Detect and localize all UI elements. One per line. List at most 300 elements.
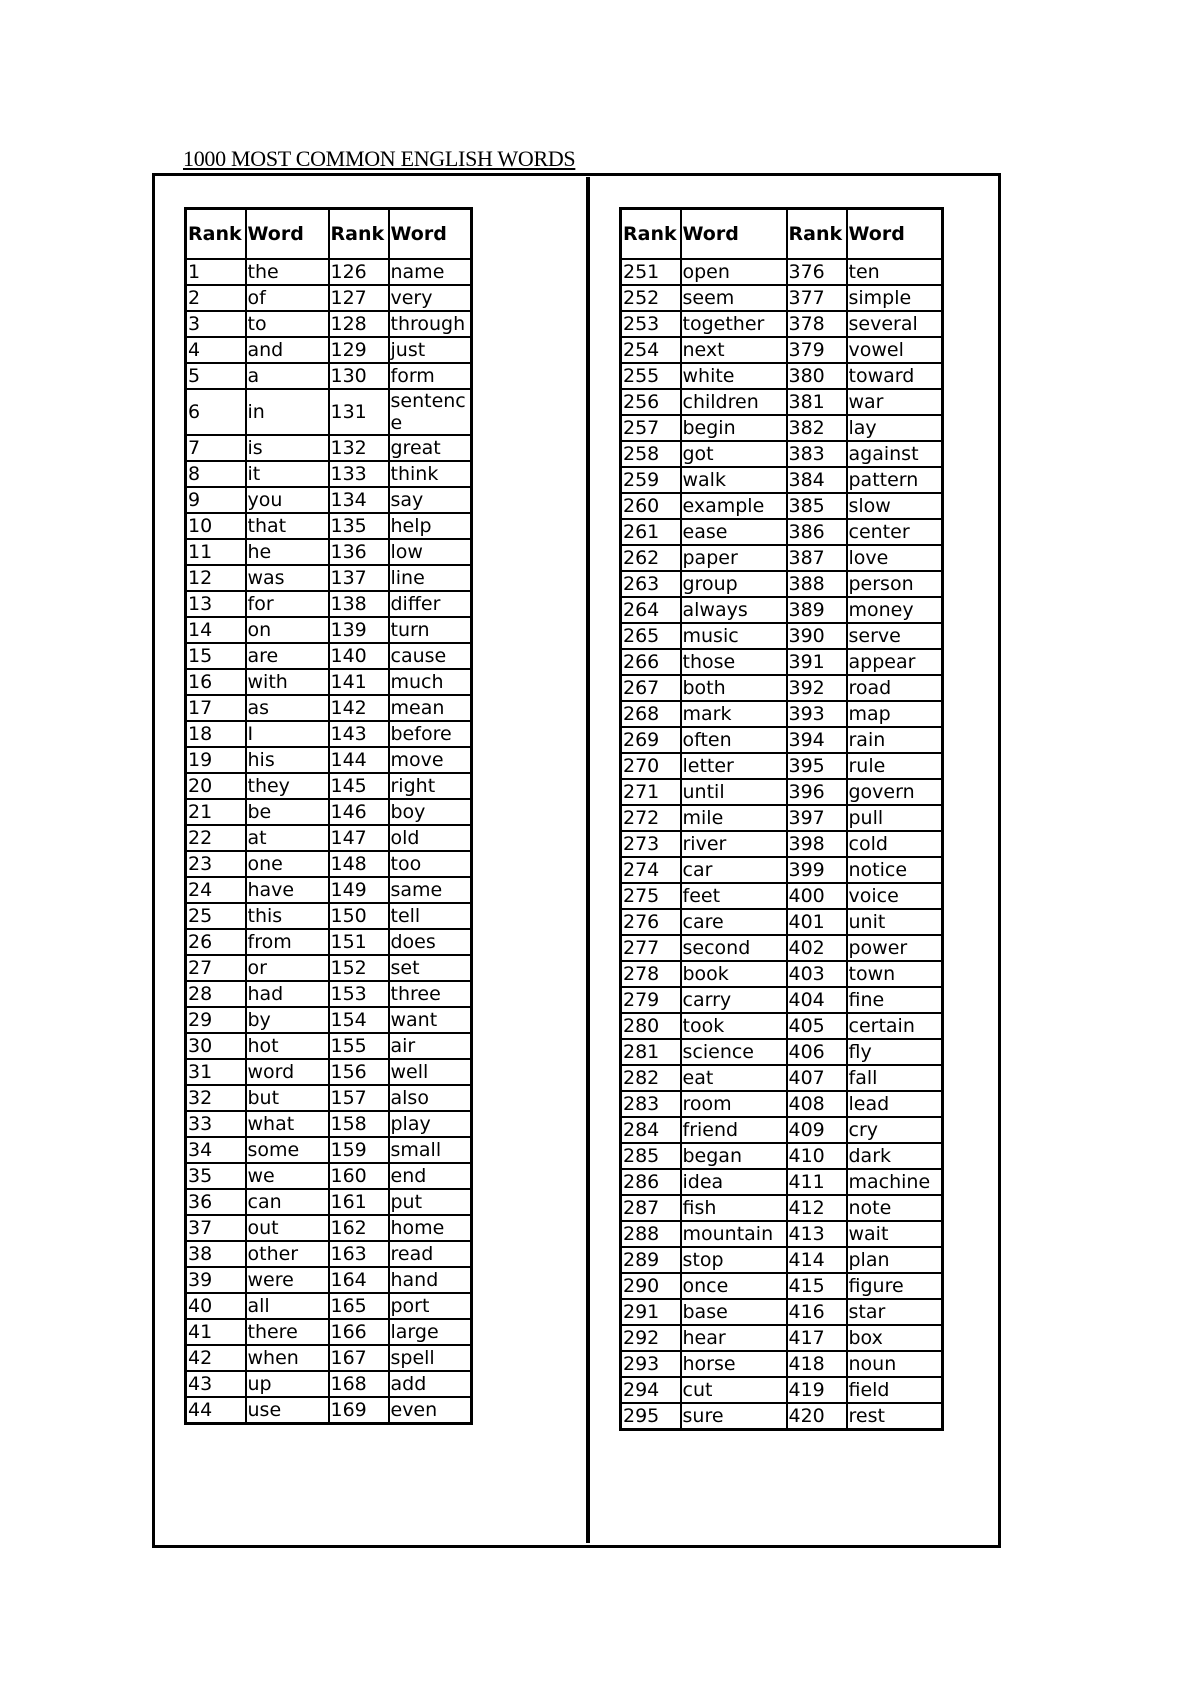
- table-row: [621, 1273, 943, 1299]
- word-cell: map: [847, 701, 943, 727]
- table-row: [186, 825, 472, 851]
- rank-cell: 164: [329, 1267, 389, 1293]
- table-row: [186, 929, 472, 955]
- rank-cell: 404: [787, 987, 847, 1013]
- rank-cell: 292: [621, 1325, 681, 1351]
- rank-cell: 159: [329, 1137, 389, 1163]
- word-cell: add: [389, 1371, 472, 1397]
- word-cell: next: [681, 337, 787, 363]
- table-row: [621, 337, 943, 363]
- table-row: [621, 441, 943, 467]
- word-cell: science: [681, 1039, 787, 1065]
- table-row: [186, 1215, 472, 1241]
- rank-cell: 41: [186, 1319, 246, 1345]
- word-cell: seem: [681, 285, 787, 311]
- word-cell: wait: [847, 1221, 943, 1247]
- word-cell: old: [389, 825, 472, 851]
- word-cell: toward: [847, 363, 943, 389]
- word-cell: idea: [681, 1169, 787, 1195]
- word-cell: put: [389, 1189, 472, 1215]
- word-cell: star: [847, 1299, 943, 1325]
- word-cell: small: [389, 1137, 472, 1163]
- rank-cell: 395: [787, 753, 847, 779]
- table-row: [186, 285, 472, 311]
- table-row: [621, 1299, 943, 1325]
- rank-cell: 43: [186, 1371, 246, 1397]
- table-row: [186, 1033, 472, 1059]
- table-row: [186, 695, 472, 721]
- word-cell: also: [389, 1085, 472, 1111]
- word-cell: care: [681, 909, 787, 935]
- rank-cell: 131: [329, 389, 389, 435]
- word-cell: out: [246, 1215, 329, 1241]
- table-row: [621, 1169, 943, 1195]
- rank-header: Rank: [329, 209, 389, 260]
- rank-cell: 147: [329, 825, 389, 851]
- table-row: [621, 701, 943, 727]
- table-row: [621, 623, 943, 649]
- table-row: [621, 909, 943, 935]
- table-row: [621, 467, 943, 493]
- header-row: [621, 209, 943, 260]
- rank-cell: 410: [787, 1143, 847, 1169]
- rank-cell: 2: [186, 285, 246, 311]
- rank-cell: 413: [787, 1221, 847, 1247]
- word-cell: up: [246, 1371, 329, 1397]
- rank-cell: 414: [787, 1247, 847, 1273]
- word-cell: air: [389, 1033, 472, 1059]
- word-table-left: [184, 207, 473, 1425]
- rank-cell: 291: [621, 1299, 681, 1325]
- table-row: [186, 1137, 472, 1163]
- word-cell: example: [681, 493, 787, 519]
- rank-cell: 271: [621, 779, 681, 805]
- rank-cell: 384: [787, 467, 847, 493]
- table-row: [621, 285, 943, 311]
- rank-cell: 415: [787, 1273, 847, 1299]
- word-cell: began: [681, 1143, 787, 1169]
- word-cell: from: [246, 929, 329, 955]
- word-cell: very: [389, 285, 472, 311]
- word-header: Word: [389, 209, 472, 260]
- word-cell: on: [246, 617, 329, 643]
- word-cell: rule: [847, 753, 943, 779]
- word-cell: machine: [847, 1169, 943, 1195]
- rank-cell: 386: [787, 519, 847, 545]
- word-cell: right: [389, 773, 472, 799]
- table-row: [621, 389, 943, 415]
- rank-cell: 138: [329, 591, 389, 617]
- word-cell: second: [681, 935, 787, 961]
- word-cell: can: [246, 1189, 329, 1215]
- rank-cell: 263: [621, 571, 681, 597]
- rank-cell: 288: [621, 1221, 681, 1247]
- table-row: [621, 753, 943, 779]
- table-row: [621, 779, 943, 805]
- table-row: [621, 493, 943, 519]
- word-cell: port: [389, 1293, 472, 1319]
- table-row: [621, 311, 943, 337]
- table-row: [621, 519, 943, 545]
- column-divider: [586, 177, 590, 1543]
- rank-cell: 283: [621, 1091, 681, 1117]
- word-cell: several: [847, 311, 943, 337]
- word-cell: hot: [246, 1033, 329, 1059]
- word-cell: always: [681, 597, 787, 623]
- rank-cell: 152: [329, 955, 389, 981]
- word-cell: when: [246, 1345, 329, 1371]
- word-cell: say: [389, 487, 472, 513]
- word-cell: differ: [389, 591, 472, 617]
- word-cell: together: [681, 311, 787, 337]
- rank-cell: 139: [329, 617, 389, 643]
- word-cell: much: [389, 669, 472, 695]
- rank-cell: 264: [621, 597, 681, 623]
- word-cell: turn: [389, 617, 472, 643]
- rank-cell: 254: [621, 337, 681, 363]
- rank-cell: 269: [621, 727, 681, 753]
- word-cell: in: [246, 389, 329, 435]
- rank-cell: 1: [186, 259, 246, 285]
- word-cell: money: [847, 597, 943, 623]
- word-cell: were: [246, 1267, 329, 1293]
- word-cell: music: [681, 623, 787, 649]
- word-cell: three: [389, 981, 472, 1007]
- table-row: [621, 1013, 943, 1039]
- rank-cell: 270: [621, 753, 681, 779]
- rank-cell: 154: [329, 1007, 389, 1033]
- rank-cell: 253: [621, 311, 681, 337]
- word-cell: carry: [681, 987, 787, 1013]
- word-cell: that: [246, 513, 329, 539]
- rank-cell: 133: [329, 461, 389, 487]
- word-cell: through: [389, 311, 472, 337]
- word-cell: stop: [681, 1247, 787, 1273]
- rank-cell: 35: [186, 1163, 246, 1189]
- table-row: [621, 1247, 943, 1273]
- table-row: [621, 1403, 943, 1430]
- rank-header: Rank: [186, 209, 246, 260]
- word-cell: hand: [389, 1267, 472, 1293]
- word-cell: once: [681, 1273, 787, 1299]
- word-cell: vowel: [847, 337, 943, 363]
- table-row: [621, 805, 943, 831]
- word-cell: sentence: [389, 389, 472, 435]
- word-cell: fall: [847, 1065, 943, 1091]
- rank-cell: 295: [621, 1403, 681, 1430]
- word-header: Word: [681, 209, 787, 260]
- table-row: [621, 1039, 943, 1065]
- rank-cell: 286: [621, 1169, 681, 1195]
- table-row: [621, 831, 943, 857]
- rank-cell: 27: [186, 955, 246, 981]
- rank-cell: 144: [329, 747, 389, 773]
- word-cell: mile: [681, 805, 787, 831]
- table-row: [186, 1319, 472, 1345]
- rank-cell: 155: [329, 1033, 389, 1059]
- table-row: [621, 883, 943, 909]
- rank-cell: 128: [329, 311, 389, 337]
- word-cell: and: [246, 337, 329, 363]
- word-cell: ease: [681, 519, 787, 545]
- rank-cell: 284: [621, 1117, 681, 1143]
- word-cell: simple: [847, 285, 943, 311]
- table-row: [621, 1195, 943, 1221]
- table-row: [621, 1117, 943, 1143]
- rank-cell: 137: [329, 565, 389, 591]
- rank-cell: 26: [186, 929, 246, 955]
- table-row: [186, 721, 472, 747]
- rank-cell: 409: [787, 1117, 847, 1143]
- word-cell: cry: [847, 1117, 943, 1143]
- rank-cell: 15: [186, 643, 246, 669]
- rank-cell: 20: [186, 773, 246, 799]
- word-cell: use: [246, 1397, 329, 1424]
- word-cell: until: [681, 779, 787, 805]
- table-row: [186, 363, 472, 389]
- rank-cell: 268: [621, 701, 681, 727]
- table-row: [621, 1221, 943, 1247]
- word-cell: play: [389, 1111, 472, 1137]
- rank-cell: 407: [787, 1065, 847, 1091]
- word-cell: I: [246, 721, 329, 747]
- rank-cell: 34: [186, 1137, 246, 1163]
- word-cell: against: [847, 441, 943, 467]
- word-cell: note: [847, 1195, 943, 1221]
- rank-cell: 251: [621, 259, 681, 285]
- rank-cell: 273: [621, 831, 681, 857]
- word-cell: as: [246, 695, 329, 721]
- rank-cell: 16: [186, 669, 246, 695]
- word-cell: be: [246, 799, 329, 825]
- word-cell: word: [246, 1059, 329, 1085]
- rank-cell: 157: [329, 1085, 389, 1111]
- rank-cell: 276: [621, 909, 681, 935]
- table-row: [621, 727, 943, 753]
- word-cell: begin: [681, 415, 787, 441]
- rank-cell: 281: [621, 1039, 681, 1065]
- table-row: [186, 389, 472, 435]
- table-row: [621, 935, 943, 961]
- word-cell: often: [681, 727, 787, 753]
- rank-cell: 29: [186, 1007, 246, 1033]
- rank-cell: 417: [787, 1325, 847, 1351]
- rank-cell: 418: [787, 1351, 847, 1377]
- word-cell: lead: [847, 1091, 943, 1117]
- rank-cell: 12: [186, 565, 246, 591]
- word-cell: room: [681, 1091, 787, 1117]
- rank-cell: 40: [186, 1293, 246, 1319]
- rank-cell: 5: [186, 363, 246, 389]
- rank-cell: 11: [186, 539, 246, 565]
- rank-cell: 28: [186, 981, 246, 1007]
- rank-cell: 3: [186, 311, 246, 337]
- word-cell: horse: [681, 1351, 787, 1377]
- rank-cell: 406: [787, 1039, 847, 1065]
- rank-cell: 21: [186, 799, 246, 825]
- rank-cell: 381: [787, 389, 847, 415]
- word-cell: war: [847, 389, 943, 415]
- rank-cell: 22: [186, 825, 246, 851]
- rank-cell: 259: [621, 467, 681, 493]
- table-row: [621, 1065, 943, 1091]
- rank-cell: 4: [186, 337, 246, 363]
- rank-cell: 293: [621, 1351, 681, 1377]
- word-cell: boy: [389, 799, 472, 825]
- table-row: [621, 1351, 943, 1377]
- word-cell: all: [246, 1293, 329, 1319]
- word-cell: is: [246, 435, 329, 461]
- word-cell: cold: [847, 831, 943, 857]
- rank-cell: 127: [329, 285, 389, 311]
- word-cell: rain: [847, 727, 943, 753]
- rank-cell: 14: [186, 617, 246, 643]
- word-cell: cut: [681, 1377, 787, 1403]
- rank-cell: 129: [329, 337, 389, 363]
- word-cell: was: [246, 565, 329, 591]
- table-row: [186, 1241, 472, 1267]
- table-row: [186, 487, 472, 513]
- word-cell: unit: [847, 909, 943, 935]
- rank-cell: 278: [621, 961, 681, 987]
- rank-cell: 9: [186, 487, 246, 513]
- word-cell: it: [246, 461, 329, 487]
- rank-cell: 408: [787, 1091, 847, 1117]
- rank-cell: 390: [787, 623, 847, 649]
- table-row: [186, 1163, 472, 1189]
- word-cell: took: [681, 1013, 787, 1039]
- rank-cell: 257: [621, 415, 681, 441]
- table-row: [186, 259, 472, 285]
- word-cell: field: [847, 1377, 943, 1403]
- rank-cell: 255: [621, 363, 681, 389]
- word-table-right: [619, 207, 944, 1431]
- word-cell: fish: [681, 1195, 787, 1221]
- word-cell: car: [681, 857, 787, 883]
- rank-cell: 416: [787, 1299, 847, 1325]
- word-cell: home: [389, 1215, 472, 1241]
- rank-cell: 280: [621, 1013, 681, 1039]
- rank-cell: 7: [186, 435, 246, 461]
- table-row: [186, 851, 472, 877]
- rank-cell: 261: [621, 519, 681, 545]
- rank-cell: 44: [186, 1397, 246, 1424]
- word-cell: his: [246, 747, 329, 773]
- word-cell: same: [389, 877, 472, 903]
- table-row: [621, 1377, 943, 1403]
- rank-cell: 272: [621, 805, 681, 831]
- rank-cell: 285: [621, 1143, 681, 1169]
- word-cell: base: [681, 1299, 787, 1325]
- word-cell: before: [389, 721, 472, 747]
- word-cell: there: [246, 1319, 329, 1345]
- rank-cell: 32: [186, 1085, 246, 1111]
- table-row: [186, 903, 472, 929]
- rank-cell: 160: [329, 1163, 389, 1189]
- table-row: [186, 1397, 472, 1424]
- word-cell: open: [681, 259, 787, 285]
- rank-cell: 6: [186, 389, 246, 435]
- table-row: [186, 1189, 472, 1215]
- table-row: [186, 877, 472, 903]
- rank-cell: 266: [621, 649, 681, 675]
- rank-cell: 385: [787, 493, 847, 519]
- rank-cell: 153: [329, 981, 389, 1007]
- table-row: [621, 597, 943, 623]
- rank-cell: 10: [186, 513, 246, 539]
- word-cell: town: [847, 961, 943, 987]
- table-row: [621, 857, 943, 883]
- rank-cell: 290: [621, 1273, 681, 1299]
- word-cell: does: [389, 929, 472, 955]
- word-cell: mean: [389, 695, 472, 721]
- rank-cell: 143: [329, 721, 389, 747]
- rank-cell: 19: [186, 747, 246, 773]
- word-cell: walk: [681, 467, 787, 493]
- table-row: [186, 539, 472, 565]
- rank-header: Rank: [787, 209, 847, 260]
- word-cell: appear: [847, 649, 943, 675]
- table-row: [186, 1345, 472, 1371]
- word-cell: mountain: [681, 1221, 787, 1247]
- rank-cell: 393: [787, 701, 847, 727]
- word-cell: think: [389, 461, 472, 487]
- word-cell: with: [246, 669, 329, 695]
- rank-cell: 18: [186, 721, 246, 747]
- rank-cell: 169: [329, 1397, 389, 1424]
- rank-cell: 38: [186, 1241, 246, 1267]
- table-row: [186, 513, 472, 539]
- word-cell: to: [246, 311, 329, 337]
- word-cell: person: [847, 571, 943, 597]
- table-row: [621, 987, 943, 1013]
- rank-cell: 140: [329, 643, 389, 669]
- rank-cell: 399: [787, 857, 847, 883]
- table-row: [186, 773, 472, 799]
- rank-cell: 294: [621, 1377, 681, 1403]
- word-cell: ten: [847, 259, 943, 285]
- rank-cell: 380: [787, 363, 847, 389]
- word-cell: pull: [847, 805, 943, 831]
- word-cell: even: [389, 1397, 472, 1424]
- word-cell: center: [847, 519, 943, 545]
- word-cell: book: [681, 961, 787, 987]
- table-row: [621, 1091, 943, 1117]
- rank-cell: 411: [787, 1169, 847, 1195]
- word-cell: by: [246, 1007, 329, 1033]
- table-row: [621, 363, 943, 389]
- word-cell: the: [246, 259, 329, 285]
- rank-cell: 412: [787, 1195, 847, 1221]
- table-row: [186, 1085, 472, 1111]
- word-cell: for: [246, 591, 329, 617]
- word-cell: sure: [681, 1403, 787, 1430]
- rank-cell: 398: [787, 831, 847, 857]
- word-cell: road: [847, 675, 943, 701]
- word-cell: large: [389, 1319, 472, 1345]
- word-cell: lay: [847, 415, 943, 441]
- rank-cell: 167: [329, 1345, 389, 1371]
- rank-cell: 134: [329, 487, 389, 513]
- word-cell: certain: [847, 1013, 943, 1039]
- rank-cell: 402: [787, 935, 847, 961]
- word-cell: got: [681, 441, 787, 467]
- word-cell: you: [246, 487, 329, 513]
- word-cell: dark: [847, 1143, 943, 1169]
- rank-cell: 36: [186, 1189, 246, 1215]
- table-row: [621, 1143, 943, 1169]
- word-cell: this: [246, 903, 329, 929]
